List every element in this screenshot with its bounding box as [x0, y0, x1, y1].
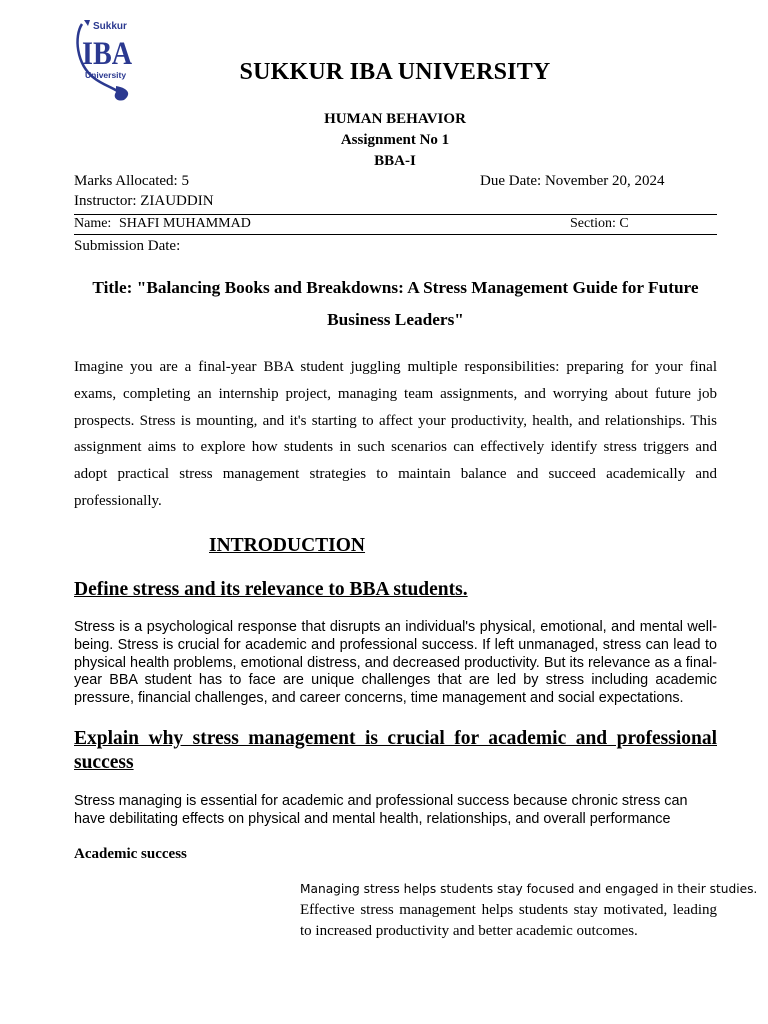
scenario-paragraph: Imagine you are a final-year BBA student juggling multiple responsibilities: preparing for your final exams, completing an internship project, managing team assignments, and worrying about future job prospects. Stress is mounting, and it's starting to affect your productivity, health, and relationships. This assignment aims to explore how students in such scenarios can effectively identify stress triggers and adopt practical stress management strategies to maintain balance and succeed academically and professionally. — [74, 359, 717, 509]
academic-motivation-paragraph: Effective stress management helps students stay motivated, leading to increased productivity and better academic outcomes. — [300, 902, 717, 939]
define-stress-paragraph: Stress is a psychological response that disrupts an individual's physical, emotional, and mental well-being. Stress is crucial for academic and professional success. If left unmanaged, stress can lead to physical health problems, emotional distress, and decreased productivity. But its relevance as a final-year BBA student has to face are unique challenges that are led by stress including academic pressure, financial challenges, and career concerns, time management and social expectations. — [74, 619, 717, 707]
logo-top-text: Sukkur — [93, 21, 127, 32]
name-label: Name: — [74, 216, 112, 231]
program-name: BBA-I — [374, 153, 416, 169]
marks-allocated: Marks Allocated: 5 — [74, 173, 189, 189]
course-name: HUMAN BEHAVIOR — [324, 111, 466, 127]
due-date: Due Date: November 20, 2024 — [480, 173, 665, 189]
divider-bottom — [74, 234, 717, 235]
explain-heading: Explain why stress management is crucial for academic and professional success — [74, 728, 717, 773]
introduction-heading: INTRODUCTION — [209, 535, 366, 556]
assignment-number: Assignment No 1 — [340, 132, 450, 148]
academic-success-heading: Academic success — [74, 846, 187, 862]
divider-top — [74, 214, 717, 215]
academic-focus-line: Managing stress helps students stay focused and engaged in their studies. — [300, 882, 758, 896]
define-stress-heading: Define stress and its relevance to BBA students. — [74, 579, 468, 600]
student-name: SHAFI MUHAMMAD — [119, 216, 251, 231]
logo-main-text: IBA — [82, 36, 133, 72]
university-name: SUKKUR IBA UNIVERSITY — [239, 59, 551, 85]
explain-paragraph: Stress managing is essential for academic and professional success because chronic stress can have debilitating effects on physical and mental health, relationships, and overall performance — [74, 793, 688, 827]
logo-bottom-text: University — [85, 70, 127, 80]
assignment-title: Title: "Balancing Books and Breakdowns: A Stress Management Guide for Future Business Leaders" — [92, 278, 699, 329]
section: Section: C — [570, 216, 629, 231]
instructor: Instructor: ZIAUDDIN — [74, 193, 214, 209]
submission-date: Submission Date: — [74, 238, 181, 254]
